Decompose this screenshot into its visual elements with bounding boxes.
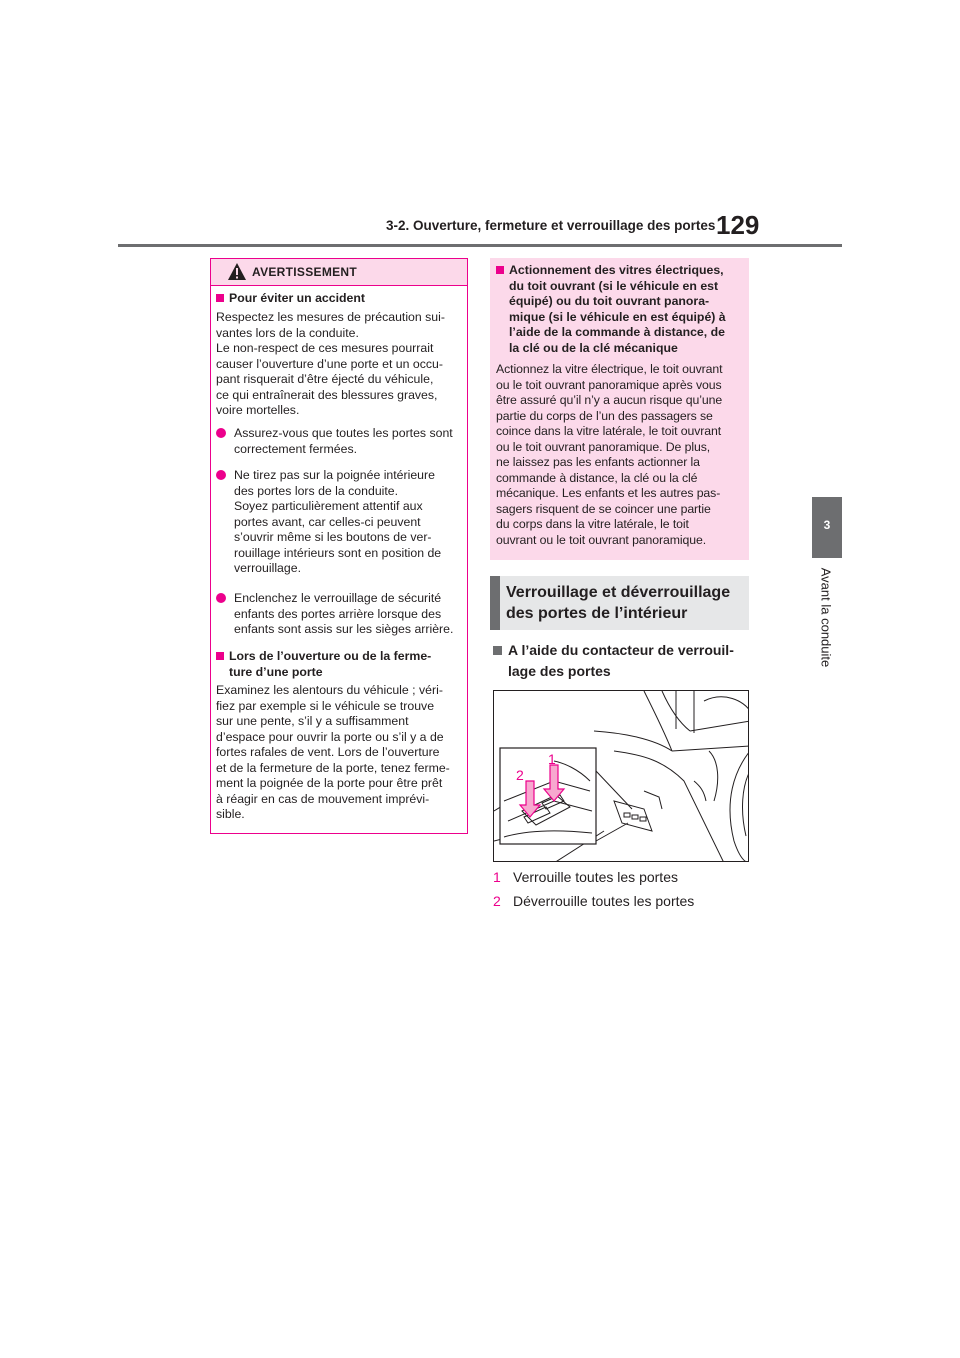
round-bullet-icon	[216, 593, 226, 603]
warning-sec1-heading: Pour éviter un accident	[216, 291, 466, 307]
legend-item-1	[493, 869, 753, 885]
legend-num: 2	[493, 893, 501, 909]
chapter-label: Avant la conduite	[818, 567, 834, 668]
legend-text: Déverrouille toutes les portes	[513, 893, 695, 909]
square-bullet-icon	[493, 646, 502, 655]
square-bullet-icon	[496, 266, 504, 274]
section-heading-bar	[490, 576, 500, 630]
door-panel-drawing	[494, 691, 749, 862]
warning-sec2-text: Examinez les alentours du véhicule ; véri- fiez par exemple si le véhicule se trouve sur une pente, s’il y a suffisamment d’espace pour ouvrir la porte ou s’il y a de fortes rafales de vent. Lors de l’ouverture et de la fermeture de la porte, tenez ferme- ment la poignée de la porte pour être prêt à réagir en cas de mouvement imprévi- sible.	[216, 683, 450, 821]
callout-2: 2	[516, 767, 524, 783]
door-lock-switch-illustration	[493, 690, 749, 862]
info-heading: Actionnement des vitres électriques, du toit ouvrant (si le véhicule en est équipé) ou du toit ouvrant panora- mique (si le véhicule en est équipé) à l’aide de la commande à distance, de la clé ou de la clé mécanique	[496, 263, 746, 356]
page-number: 129	[716, 210, 760, 240]
info-text: Actionnez la vitre électrique, le toit ouvrant ou le toit ouvrant panoramique après vous être assuré qu’il n’y a aucun risque qu’une partie du corps de l’un des passagers se coince dans la vitre latérale, le toit ouvrant ou le toit ouvrant panoramique. De plus, ne laissez pas les enfants actionner la commande à distance, la clé ou la clé mécanique. Les enfants et les autres pas- sagers risquent de se coincer une partie du corps dans la vitre latérale, le toit ouvrant ou le toit ouvrant panoramique.	[496, 362, 723, 547]
legend-num: 1	[493, 869, 501, 885]
legend-text: Verrouille toutes les portes	[513, 869, 678, 885]
warning-triangle-icon	[227, 262, 247, 281]
warning-bullet-3: Enclenchez le verrouillage de sécurité enfants des portes arrière lorsque des enfants sont assis sur les sièges arrière.	[216, 591, 466, 638]
round-bullet-icon	[216, 428, 226, 438]
section-title: 3-2. Ouverture, fermeture et verrouillage des portes	[386, 218, 716, 233]
square-bullet-icon	[216, 652, 224, 660]
square-bullet-icon	[216, 294, 224, 302]
header-rule	[118, 244, 842, 247]
round-bullet-icon	[216, 470, 226, 480]
warning-sec1-text: Respectez les mesures de précaution sui- vantes lors de la conduite. Le non-respect de ces mesures pourrait causer l’ouverture d’une porte et un occu- pant risquerait d’être éjecté du véhicule, ce qui entraînerait des blessures graves, voire mortelles.	[216, 310, 445, 417]
chapter-number: 3	[823, 518, 831, 532]
callout-1: 1	[548, 751, 556, 767]
subheading: A l’aide du contacteur de verrouil- lage des portes	[493, 640, 751, 682]
warning-bullet-1: Assurez-vous que toutes les portes sont correctement fermées.	[216, 426, 466, 457]
legend-item-2	[493, 893, 753, 909]
section-heading: Verrouillage et déverrouillage des portes de l’intérieur	[506, 584, 731, 622]
warning-sec2-heading: Lors de l’ouverture ou de la ferme- ture d’une porte	[216, 649, 466, 680]
warning-bullet-2: Ne tirez pas sur la poignée intérieure des portes lors de la conduite. Soyez particulièrement attentif aux portes avant, car celles-ci peuvent s’ouvrir même si les boutons de ver- rouillage intérieurs sont en position de verrouillage.	[216, 468, 466, 577]
warning-title: AVERTISSEMENT	[252, 265, 358, 279]
